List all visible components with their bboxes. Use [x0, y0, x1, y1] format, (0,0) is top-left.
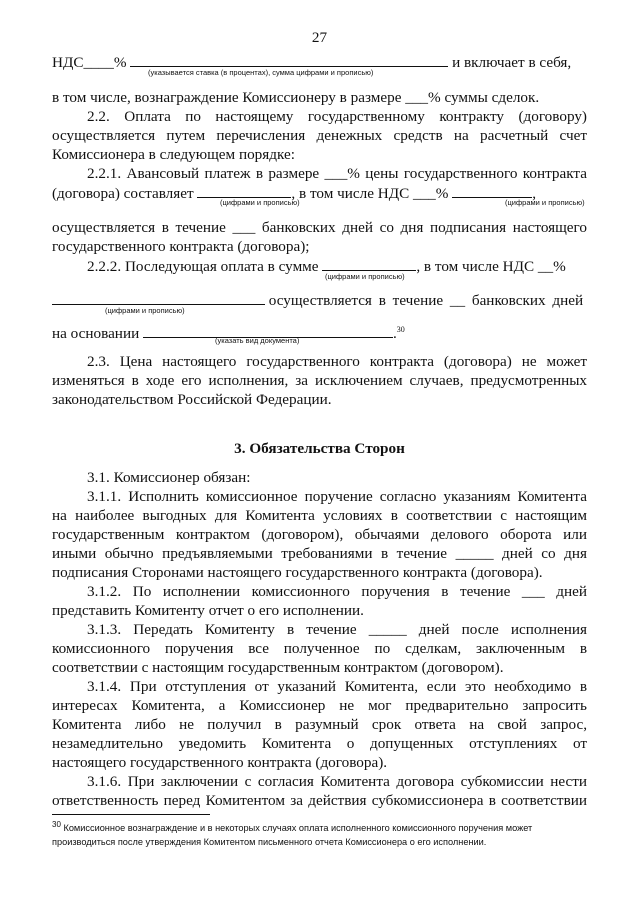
- paragraph: 2.2.1. Авансовый платеж в размере ___% цены государственного контракта: [87, 165, 587, 182]
- paragraph: государственным контрактом (договором), обычаями делового оборота или: [52, 526, 587, 543]
- paragraph: интересах Комитента, а Комиссионер не мог предварительно запросить: [52, 697, 587, 714]
- footnote: [52, 818, 587, 849]
- paragraph: изменяться в ходе его исполнения, за исключением случаев, предусмотренных: [52, 372, 587, 389]
- paragraph: иными обычно предъявляемыми требованиями в течение _____ дней со дня: [52, 545, 587, 562]
- paragraph: ответственность перед Комитентом за действия субкомиссионера в соответствии: [52, 792, 587, 809]
- paragraph: 3.1.2. По исполнении комиссионного поручения в течение ___ дней: [87, 583, 587, 600]
- blank-field: [452, 184, 532, 198]
- text: на основании: [52, 325, 140, 343]
- field-caption: (цифрами и прописью): [220, 198, 300, 207]
- paragraph: осуществляется путем перечисления денежных средств на расчетный счет: [52, 127, 587, 144]
- paragraph: незамедлительно уведомить Комитента о допущенных отступлениях от: [52, 735, 587, 752]
- text: НДС____%: [52, 54, 127, 71]
- paragraph: [52, 321, 587, 343]
- footnote-divider: [52, 814, 210, 815]
- section-heading: 3. Обязательства Сторон: [234, 440, 405, 457]
- paragraph: 2.3. Цена настоящего государственного контракта (договора) не может: [87, 353, 587, 370]
- footnote-mark: 30: [52, 820, 61, 829]
- text: , в том числе НДС __%: [416, 258, 566, 275]
- text: ,: [532, 185, 537, 202]
- field-caption: (цифрами и прописью): [325, 272, 405, 281]
- text: (договора) составляет: [52, 185, 194, 202]
- footnote-ref: 30: [396, 325, 405, 334]
- blank-field: [52, 291, 265, 305]
- field-caption: (цифрами и прописью): [105, 306, 185, 315]
- paragraph: 3.1.4. При отступления от указаний Комитента, если это необходимо в: [87, 678, 587, 695]
- field-caption: (указать вид документа): [215, 336, 300, 345]
- paragraph: настоящего государственного контракта (договора).: [52, 754, 388, 771]
- text: осуществляется в течение __ банковских дней: [268, 292, 584, 309]
- paragraph: 3.1.1. Исполнить комиссионное поручение согласно указаниям Комитента: [87, 488, 587, 505]
- page-number: 27: [311, 29, 328, 46]
- paragraph: законодательством Российской Федерации.: [52, 391, 332, 408]
- paragraph: 2.2. Оплата по настоящему государственному контракту (договору): [87, 108, 587, 125]
- paragraph: подписания Сторонами настоящего государственного контракта (договора).: [52, 564, 543, 581]
- footnote-text: Комиссионное вознаграждение и в некоторых случаях оплата исполненного комиссионного поручения может производиться после утверждения Комитентом письменного отчета Комиссионера о его исполнении.: [52, 823, 533, 848]
- text: , в том числе НДС ___%: [291, 185, 449, 202]
- paragraph: Комитента либо не получил в разумный срок ответа на свой запрос,: [52, 716, 587, 733]
- text: .: [393, 325, 397, 343]
- text: и включает в себя,: [452, 54, 572, 71]
- paragraph: 3.1.3. Передать Комитенту в течение _____ дней после исполнения: [87, 621, 587, 638]
- field-caption: (указывается ставка (в процентах), сумма цифрами и прописью): [148, 68, 374, 77]
- paragraph: 3.1. Комиссионер обязан:: [87, 469, 251, 486]
- paragraph: на наиболее выгодных для Комитента условиях в соответствии с настоящим: [52, 507, 587, 524]
- text: 2.2.2. Последующая оплата в сумме: [87, 258, 319, 275]
- paragraph: осуществляется в течение ___ банковских дней со дня подписания настоящего: [52, 219, 587, 236]
- blank-field: [197, 184, 291, 198]
- paragraph: в том числе, вознаграждение Комиссионеру в размере ___% суммы сделок.: [52, 89, 540, 106]
- paragraph: государственного контракта (договора);: [52, 238, 310, 255]
- paragraph: Комиссионера в следующем порядке:: [52, 146, 295, 163]
- paragraph: соответствии с настоящим государственным контрактом (договором).: [52, 659, 504, 676]
- paragraph: комиссионного поручения все полученное по сделкам, заключенным в: [52, 640, 587, 657]
- blank-field: [130, 53, 448, 67]
- blank-field: [322, 257, 416, 271]
- field-caption: (цифрами и прописью): [505, 198, 585, 207]
- paragraph: 3.1.6. При заключении с согласия Комитента договора субкомиссии нести: [87, 773, 587, 790]
- paragraph: представить Комитенту отчет о его исполнении.: [52, 602, 364, 619]
